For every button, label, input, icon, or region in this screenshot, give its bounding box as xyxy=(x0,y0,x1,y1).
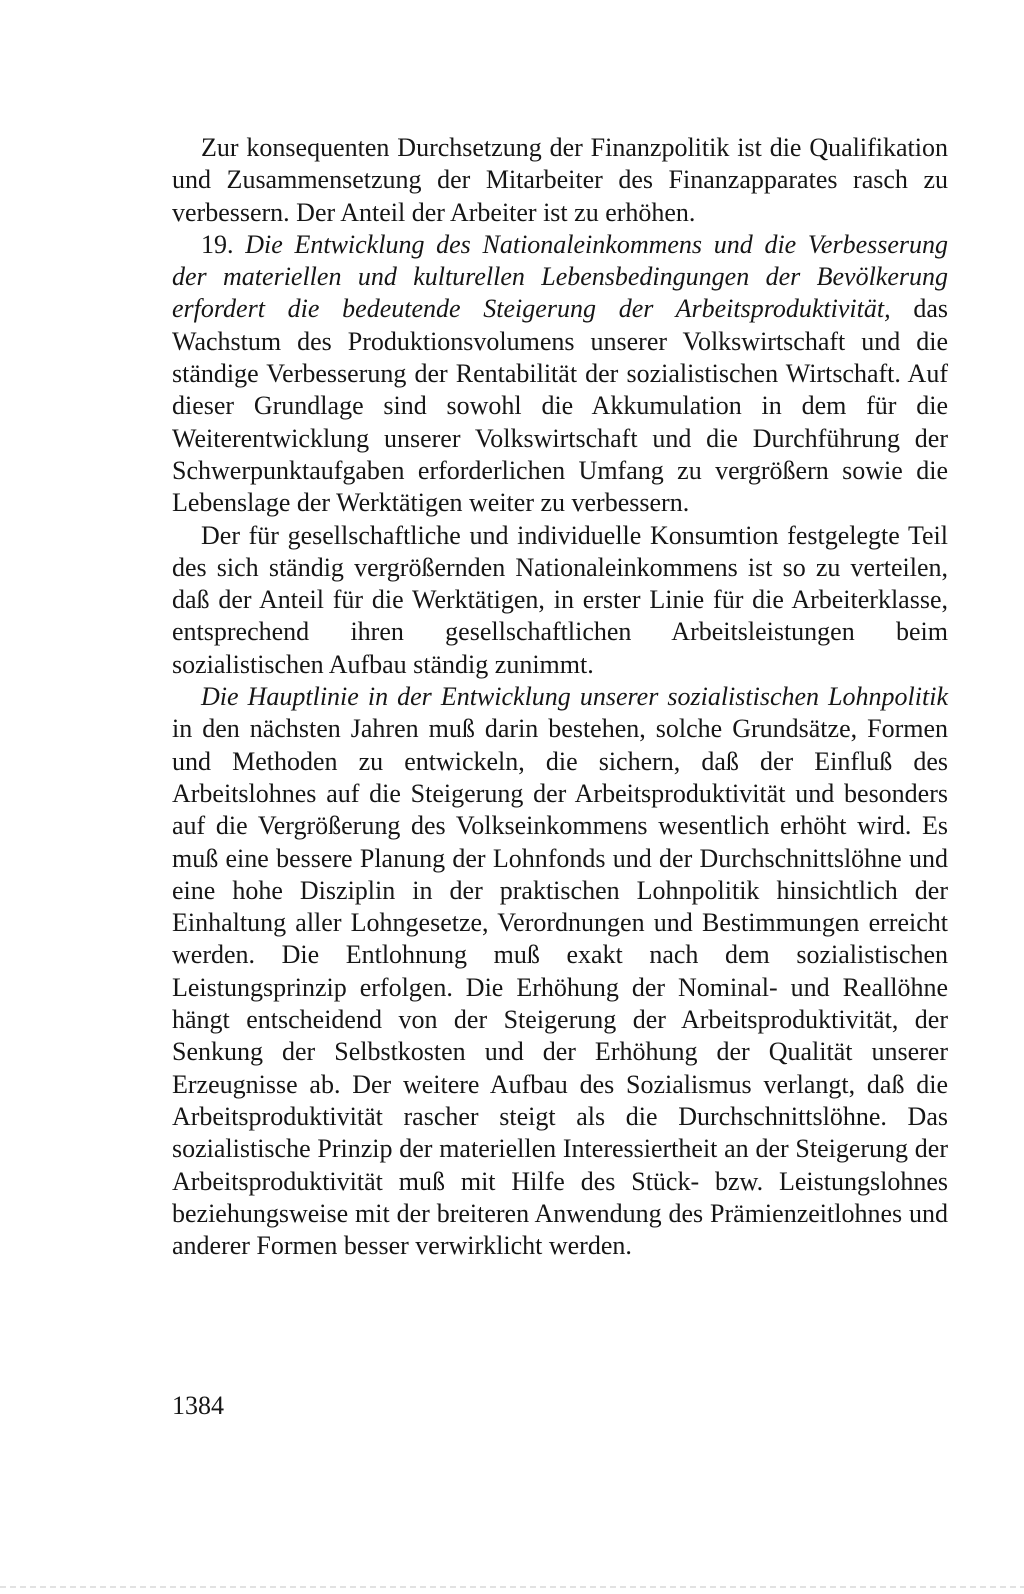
paragraph xyxy=(172,229,948,520)
paragraph xyxy=(172,681,948,1262)
body-text xyxy=(172,132,948,1262)
text-run: 19. xyxy=(201,229,246,259)
paragraph xyxy=(172,132,948,229)
text-run: in den nächsten Jahren muß darin bestehen, solche Grundsätze, Formen und Methoden zu entwickeln, die sichern, daß der Einfluß des Arbeitslohnes auf die Steigerung der Arbeitsproduktivität und besonders auf die Vergrößerung des Volkseinkommens wesentlich erhöht wird. Es muß eine bessere Planung der Lohnfonds und der Durchschnittslöhne und eine hohe Disziplin in der praktischen Lohnpolitik hinsichtlich der Einhaltung aller Lohngesetze, Verordnungen und Bestimmungen erreicht werden. Die Entlohnung muß exakt nach dem sozialistischen Leistungsprinzip erfolgen. Die Erhöhung der Nominal- und Reallöhne hängt entscheidend von der Steigerung der Arbeitsproduktivität, der Senkung der Selbstkosten und der Erhöhung der Qualität unserer Erzeugnisse ab. Der weitere Aufbau des Sozialismus verlangt, daß die Arbeitsproduktivität rascher steigt als die Durchschnittslöhne. Das sozialistische Prinzip der materiellen Interessiertheit an der Steigerung der Arbeitsproduktivität muß mit Hilfe des Stück- bzw. Leistungslohnes beziehungsweise mit der breiteren Anwendung des Prämienzeitlohnes und anderer Formen besser verwirklicht werden. xyxy=(172,714,948,1261)
paragraph xyxy=(172,520,948,681)
emphasized-text: Die Hauptlinie in der Entwicklung unserer sozialistischen Lohnpolitik xyxy=(201,682,948,712)
text-run: Der für gesellschaftliche und individuelle Konsumtion festgelegte Teil des sich ständig vergrößernden Nationaleinkommens ist so zu verteilen, daß der Anteil für die Werktätigen, in erster Linie für die Arbeiterklasse, entsprechend ihren gesellschaftlichen Arbeitsleistungen beim sozialistischen Aufbau ständig zunimmt. xyxy=(172,520,948,679)
text-run: das Wachstum des Produktionsvolumens unserer Volkswirtschaft und die ständige Verbesserung der Rentabilität der sozialistischen Wirtschaft. Auf dieser Grundlage sind sowohl die Akkumulation in dem für die Weiterentwicklung unserer Volkswirtschaft und die Durchführung der Schwerpunktaufgaben erforderlichen Umfang zu vergrößern sowie die Lebenslage der Werktätigen weiter zu verbessern. xyxy=(172,294,948,518)
emphasized-text: Die Entwicklung des Nationaleinkommens und die Verbesserung der materiellen und kulturellen Lebensbedingungen der Bevölkerung erfordert die bedeutende Steigerung der Arbeitsproduktivität, xyxy=(172,229,949,324)
text-run: Zur konsequenten Durchsetzung der Finanzpolitik ist die Qualifikation und Zusammensetzung der Mitarbeiter des Finanzapparates rasch zu verbessern. Der Anteil der Arbeiter ist zu erhöhen. xyxy=(172,133,948,227)
scan-edge-divider xyxy=(0,1586,1024,1588)
page-number: 1384 xyxy=(172,1391,224,1420)
